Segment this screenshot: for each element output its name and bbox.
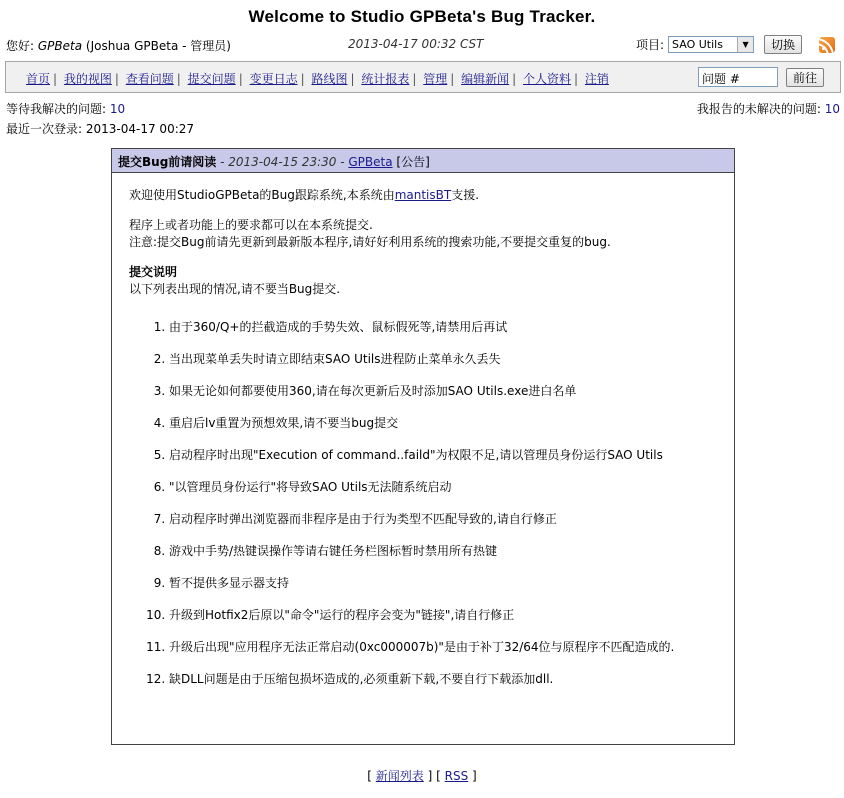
news-date: 2013-04-15 23:30: [228, 155, 337, 169]
menu-item-my-account[interactable]: 个人资料: [523, 72, 572, 86]
menu-separator: |: [412, 72, 417, 86]
issue-jump: [698, 67, 824, 87]
menu-item-view-issues[interactable]: 查看问题: [125, 72, 174, 86]
list-item: 4. 重启后lv重置为预想效果,请不要当bug提交: [169, 415, 717, 432]
menu-item-roadmap[interactable]: 路线图: [311, 72, 348, 86]
list-item: 5. 启动程序时出现"Execution of command..faild"为权限不足,请以管理员身份运行SAO Utils: [169, 447, 717, 464]
menu-item-manage[interactable]: 管理: [423, 72, 448, 86]
news-dash: -: [216, 155, 229, 169]
reported-issues: [697, 100, 840, 117]
waiting-label: 等待我解决的问题:: [6, 102, 107, 116]
news-notes: [129, 217, 717, 251]
list-item: 11. 升级后出现"应用程序无法正常启动(0xc000007b)"是由于补丁32/64位与原程序不匹配造成的.: [169, 639, 717, 656]
bracket: ]: [468, 769, 477, 783]
project-switcher: [636, 35, 802, 54]
list-item: 9. 暂不提供多显示器支持: [169, 575, 717, 592]
section-subtitle: 以下列表出现的情况,请不要当Bug提交.: [129, 282, 341, 296]
menu-separator: |: [238, 72, 243, 86]
list-item: 8. 游戏中手势/热键误操作等请右键任务栏图标暂时禁用所有热键: [169, 543, 717, 560]
reported-count-link[interactable]: 10: [824, 102, 840, 116]
menu-separator: |: [350, 72, 355, 86]
username: GPBeta: [37, 39, 83, 53]
menu-item-edit-news[interactable]: 编辑新闻: [461, 72, 510, 86]
menu-separator: |: [176, 72, 181, 86]
news-panel: [111, 148, 735, 745]
intro-text: 欢迎使用StudioGPBeta的Bug跟踪系统,本系统由: [129, 188, 395, 202]
project-label: 项目:: [636, 38, 665, 52]
menu-item-my-view[interactable]: 我的视图: [63, 72, 112, 86]
bracket: [: [367, 769, 376, 783]
issue-number-input[interactable]: 问题 #: [698, 67, 778, 87]
menu-separator: |: [53, 72, 58, 86]
list-item: 7. 启动程序时弹出浏览器而非程序是由于行为类型不匹配导致的,请自行修正: [169, 511, 717, 528]
rss-link[interactable]: RSS: [444, 769, 469, 783]
menu-item-changelog[interactable]: 变更日志: [249, 72, 298, 86]
menu-item-home[interactable]: 首页: [26, 72, 51, 86]
last-login-value: 2013-04-17 00:27: [85, 122, 195, 136]
user-info: [6, 37, 231, 54]
list-item: 3. 如果无论如何都要使用360,请在每次更新后及时添加SAO Utils.exe进白名单: [169, 383, 717, 400]
note-line-1: 程序上或者功能上的要求都可以在本系统提交.: [129, 218, 373, 232]
switch-project-button[interactable]: 切换: [764, 35, 802, 54]
reported-label: 我报告的未解决的问题:: [696, 102, 821, 116]
menu-item-summary[interactable]: 统计报表: [361, 72, 410, 86]
list-item: 1. 由于360/Q+的拦截造成的手势失效、鼠标假死等,请禁用后再试: [169, 319, 717, 336]
project-select-value: SAO Utils: [672, 38, 723, 51]
menu-separator: |: [114, 72, 119, 86]
note-line-2: 注意:提交Bug前请先更新到最新版本程序,请好好利用系统的搜索功能,不要提交重复的bug.: [129, 235, 611, 249]
news-title: 提交Bug前请阅读: [118, 155, 217, 169]
menu-item-report-issue[interactable]: 提交问题: [187, 72, 236, 86]
mantisbt-link[interactable]: mantisBT: [394, 188, 452, 202]
section-title: 提交说明: [129, 265, 178, 279]
list-item: 10. 升级到Hotfix2后原以"命令"运行的程序会变为"链接",请自行修正: [169, 607, 717, 624]
current-datetime: 2013-04-17 00:32 CST: [348, 37, 484, 51]
news-author-link[interactable]: GPBeta: [348, 155, 393, 169]
waiting-count-link[interactable]: 10: [109, 102, 126, 116]
list-item: 6. "以管理员身份运行"将导致SAO Utils无法随系统启动: [169, 479, 717, 496]
news-body: [112, 173, 734, 717]
last-login: [6, 120, 194, 137]
menu-separator: |: [450, 72, 455, 86]
greeting-label: 您好:: [6, 39, 38, 53]
waiting-issues: [6, 100, 125, 117]
menu-separator: |: [512, 72, 517, 86]
news-intro: [129, 187, 717, 204]
list-item: 12. 缺DLL问题是由于压缩包损坏造成的,必须重新下载,不要自行下载添加dll.: [169, 671, 717, 688]
known-issues-list: [129, 319, 717, 688]
news-list-link[interactable]: 新闻列表: [375, 769, 424, 783]
go-button[interactable]: 前往: [786, 68, 824, 87]
news-dash: -: [336, 155, 349, 169]
footer-links: [0, 767, 844, 784]
rss-feed-icon[interactable]: [819, 37, 835, 53]
menu-separator: |: [574, 72, 579, 86]
section-header: [129, 264, 717, 298]
bracket: ] [: [423, 769, 445, 783]
project-select[interactable]: [668, 36, 754, 53]
user-detail: (Joshua GPBeta - 管理员): [82, 39, 231, 53]
intro-suffix: 支援.: [451, 188, 480, 202]
chevron-down-icon: ▼: [737, 37, 753, 52]
menu-separator: |: [300, 72, 305, 86]
list-item: 2. 当出现菜单丢失时请立即结束SAO Utils进程防止菜单永久丢失: [169, 351, 717, 368]
news-header: [112, 149, 734, 173]
main-menu-bar: [5, 61, 841, 93]
news-tag: [公告]: [396, 155, 430, 169]
last-login-label: 最近一次登录:: [6, 122, 83, 136]
main-menu: [23, 70, 612, 87]
page-title: Welcome to Studio GPBeta's Bug Tracker.: [248, 7, 596, 26]
menu-item-logout[interactable]: 注销: [584, 72, 609, 86]
